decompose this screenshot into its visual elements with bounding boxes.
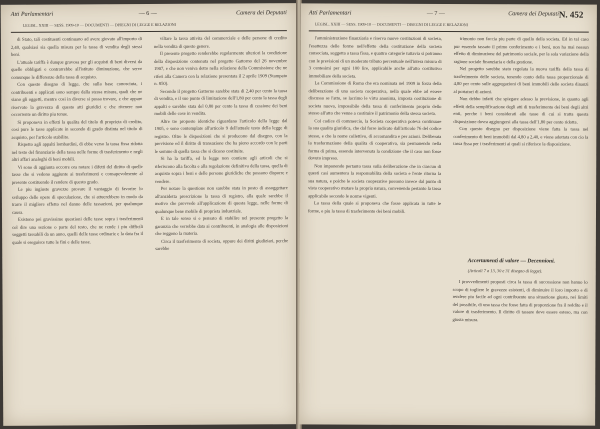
left-subheader: LEGISL. XXIII — SESS. 1909-10 — DOCUMENTI — DISEGNI DI LEGGE E RELAZIONI xyxy=(22,21,176,28)
paragraph: Esistono poi gravissime questioni delle tasse sopra i trasferimenti col dire una sezione o parte del testo, che ne rende i piu difficili soggetti tassabili da un anno, quelli delle tasse ordinarie e la data fra il quale si eseguisce tutte le fini e delle tasse. xyxy=(12,216,144,245)
paragraph: viltare la tassa attivita del commerciale e delle persone di credito nella vendita di questo genere. xyxy=(153,35,287,49)
right-page xyxy=(299,3,597,425)
paragraph: La Commissione di Roma che era nominata nel 1909 in forza della deliberazione di una societa cooperativa, nella quale ebbe ad essere discusso se l'atto, se lacrimo le virtu anonima, importa costituzione di societa nuova, impossibile della tassa di conferimento proprio dello stesso all'atto che venne a costituire il patrimonio della stessa societa. xyxy=(308,80,442,116)
paragraph: Si proponeva in effetti la qualita del titolo di proprieta di credito, cosi pure le tasse applicate in secondo di grado distinta nel titolo di acquisto, per l'articolo stabilito. xyxy=(11,118,143,140)
paragraph: Si ha la tariffa, ed la legge non contiene agli articoli che si riferiscono alla facolta e alla regolazione definitiva della tassa, quella di acquisto sopra i beni e delle persone giuridiche che possono disporre e vendere. xyxy=(154,155,288,184)
right-header-title: Atti Parlamentari xyxy=(308,10,352,17)
left-header-page-number: — 6 — xyxy=(138,10,157,18)
right-header-chamber: Camera dei Deputati xyxy=(508,11,559,18)
right-running-header xyxy=(309,10,559,21)
left-header-rule xyxy=(11,30,287,33)
paragraph: Col codice di commercio, la Societa cooperativa poteva continuare la sua qualita giuridica, che dal forse indicato dall'articolo 76 del codice stesso, e che la nome collettivo, di accomandita e per azioni. Deliberata la trasformazione della qualita di cooperativa, sia permanendo nella forma di prima, essendo intervenuta la condizione che il caso non fosse dovuto impreso. xyxy=(308,117,442,161)
paragraph: Con questo disegno per disposizione viene fatta la tassa nel conferimento di beni immobili dal 4,80 a 2,40, e viene adottata con cio la tassa fissa per i trasferimenti ai quali si riferisce la disposizione. xyxy=(453,126,589,147)
paragraph: Il presente progetto renderebbe regolarmente ulteriori la condizione della disposizione contenuta nel progetto Gattorno del 26 novembre 1907, e che non veniva detto nella relazione della Commissione che ne riferi alla Camera con la relazione presentata il 2 aprile 1909 (Stampato n. 850). xyxy=(154,50,288,86)
paragraph: Non imponendo pertanto tassa sulla deliberazione che in ciascun di questi casi aumentera la responsabilita della societa e l'ente ritorna la sua natura, e poiche le societa cooperative possono invece dal punto di vista cooperativo mutare la propria natura, convenendo pertanto la tassa applicabile secondo le norme vigenti. xyxy=(308,162,442,199)
paragraph: La tassa della quale si proponeva che fosse applicata in tutte le forme, e piu la tassa di trasferimento dei beni mobili. xyxy=(308,200,442,214)
right-subheader: LEGISL. XXIII — SESS. 1909-10 — DOCUMENTI — DISEGNI DI LEGGE E RELAZIONI xyxy=(314,21,468,28)
paragraph: Circa il trasferimento di societa, oppure dei diritti giudiziari, perche sarebbe xyxy=(155,237,289,251)
left-running-header xyxy=(11,10,287,22)
left-page xyxy=(1,3,300,426)
left-column-1 xyxy=(11,35,144,421)
paragraph: Secondo il progetto Gattorno sarebbe stata di 2,40 per cento la tassa di vendita, e il suo punto di limitazione dell'1,80 per cento la tassa degli appalti e sarebbe stata del 0,80 per cento la tassa di cessione dei beni mobili delle cose in vendita. xyxy=(154,87,288,116)
section-heading: Accertamenti di valore — Decennioni. xyxy=(467,258,556,265)
right-column-1 xyxy=(307,34,442,420)
document-number: N. 452 xyxy=(558,9,584,20)
paragraph: Con questo disegno di legge, che sulla base conosciuta, i contribuenti e applicati sono sempre dalla stessa misura, quali che ne siano gli oggetti, mentre cosi in diverse si possa trovare, e che appare riservato la gravezza di questo atti giuridici e che ritenere non occorrente un diritto piu tenue. xyxy=(11,81,143,117)
paragraph: Nel progetto sarebbe stato regolata la nuova tariffa della tassa di trasferimento delle societa, tenendo conto della tassa proporzionale di 4,80 per cento sulle aggregazioni di beni immobili delle societa dinanzi al portatori di azioni. xyxy=(453,66,589,94)
paragraph: trimonio non faccia piu parte di quello della societa. Ed in tal caso pur essendo tassato il primo conferimento e i beni, non ha mai nessun effetto di diminuzione del patrimonio sociale, per la sola variazione della ragione sociale finanziaria e della gestione. xyxy=(453,36,589,64)
paragraph: I provvedimenti proposti circa la tassa di successione non hanno lo scopo di togliere le gravezze esistenti, di diminuire il loro importo e di rendere piu facile ad ogni contribuente una situazione giusta, nei limiti del possibile, di una tassa che fosse fatta di proporzione fra il reddito e il valore di trasferimento. Il diritto di tassare deve essere esteso, ma con giusta misura. xyxy=(452,279,588,322)
section-subheading: (Articoli 7 a 13, 30 e 31 disegno di legge). xyxy=(467,268,543,274)
left-header-title: Atti Parlamentari xyxy=(10,11,54,18)
paragraph: Rispetto agli appalti lombardini, di ebbe verso la tassa fissa ridotta nel testo del finanziario della tassa nelle forme di trasferimento e negli altri affari analoghi di beni mobili. xyxy=(11,141,143,162)
right-column-2 xyxy=(453,35,589,256)
right-header-page-number: — 7 — xyxy=(426,10,445,17)
paragraph: Le piu ingiuste gravezze provare il vantaggio di favorire lo sviluppo delle opere di speculazione, che si attuerebbero in modo da trarre il migliore effetto nel danno delle tassazioni, per qualunque causa. xyxy=(11,186,143,215)
paragraph: l'amministrazione finanziaria e riserva nuove costituzioni di societa, l'esattezza delle forme nell'effetto della costituzione della societa consociata, soggetta a tassa fissa, e quattro categorie tuttavia si potranno con le previsioni di un moderato tributo percentuale nell'intera misura di 3 centesimi per ogni 100 lire, applicabile anche all'atto costitutivo immobiliare della societa. xyxy=(308,35,442,79)
paragraph: Non debbo infatti che spiegare adesso la previsione, in quanto agli effetti della semplificazione degli atti di trasferimento dei beni degli altri enti, perche i beni considerati alle tasse di cui si tratta questa disposizione dovra aggiungersi alla tassa dell'1,80 per cento ridotta. xyxy=(453,96,589,125)
paragraph: E in tale senso si e pensato di stabilire nel presente progetto la garanzia che verrebbe data ai contribuenti, in analogia alle disposizioni che reggono la materia. xyxy=(155,215,289,236)
paragraph: Altre tre proposte identiche riguardano l'articolo della legge dal 1905, e sono contemplate all'articolo 9 dell'attuale testo della legge di registro. Oltre le disposizioni che si producono dal disegno, con la previsione ed il diritto di transazione che ha pieno accordo con le parti le somme di quella tassa che si dicono costituite. xyxy=(154,117,288,154)
paragraph: Per notare la questione non sarebbe stata in posto di assoggettare all'anzidetta prescrizione la tassa di registro, alla quale sarebbe il motivo che provvede all'applicazione di questa legge, nelle forme di qualunque bene mobile di proprieta industriale. xyxy=(154,185,288,214)
paragraph: L'attuale tariffa è dunque gravosa per gli acquisti di beni diversi da quelle obbligati e contrarrebbe all'istituto diminuzione, che serve comunque le differenze della tassa di acquisto. xyxy=(11,58,143,80)
paragraph: di Stato, tali costituenti continuano ad avere giovato all'importo di 2,40, qualsiasi sia quella misura per la tassa di vendita degli stessi beni. xyxy=(10,36,142,57)
right-header-rule xyxy=(309,30,589,32)
right-column-2-continued xyxy=(452,278,588,421)
left-column-2 xyxy=(154,34,289,420)
left-header-chamber: Camera dei Deputati xyxy=(236,10,287,17)
paragraph: Vi sono di aggiunta occorre ora notare i difetti del diritto di quelle tasse che si vedono aggiunte ai trasferimenti e consapevolmente al presente costituendo il rendere di questo grado. xyxy=(11,163,143,185)
